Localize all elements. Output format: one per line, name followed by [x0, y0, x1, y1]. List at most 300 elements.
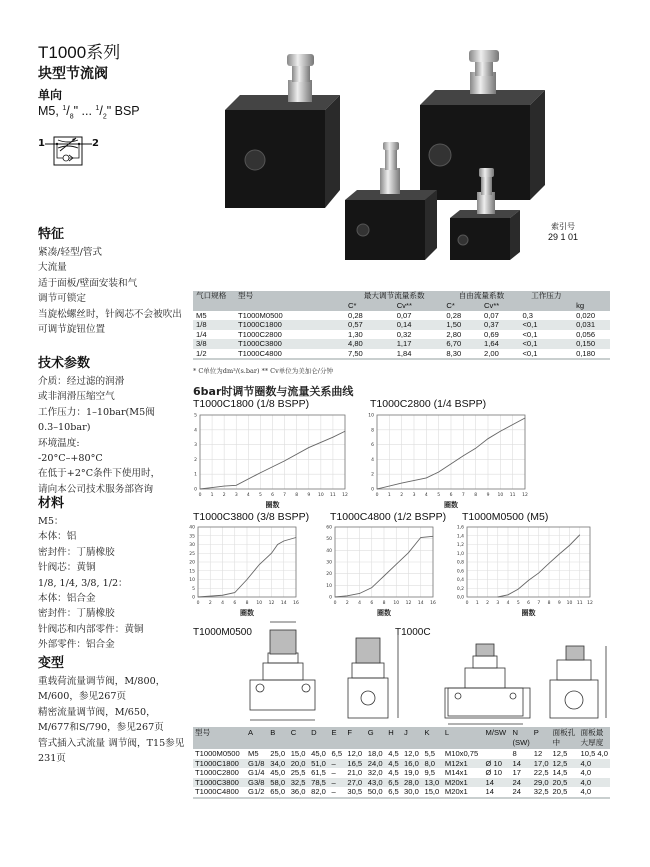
- dim-cell: [484, 749, 511, 759]
- dim-cell: G3/8: [248, 777, 265, 787]
- x-tick-label: 0: [333, 601, 337, 606]
- dim-cell: 18,0: [367, 749, 383, 758]
- variant-item: 重载荷流量调节阀，M/800，: [38, 676, 166, 687]
- line-chart: [453, 523, 596, 619]
- dim-cell: 30,5: [347, 787, 363, 797]
- dim-cell: 8: [512, 749, 517, 758]
- x-tick-label: 9: [557, 601, 561, 606]
- data-point: [234, 592, 235, 593]
- material-item: 本体：铝: [38, 531, 77, 543]
- drawing-c-side: [550, 646, 606, 718]
- dim-cell: T1000C4800: [195, 787, 239, 797]
- dim-cell: 12,0: [347, 749, 363, 758]
- dim-header: N (SW): [512, 728, 530, 747]
- x-tick-label: 2: [486, 601, 489, 606]
- dim-cell: 4,0: [580, 768, 592, 778]
- x-tick-label: 11: [330, 493, 336, 498]
- data-point: [463, 455, 464, 456]
- x-tick-label: 10: [256, 601, 263, 606]
- spec-cell: 2,80: [446, 329, 462, 339]
- feature-item: 可调节旋钮位置: [38, 324, 106, 336]
- y-tick-label: 0,6: [456, 569, 464, 575]
- dim-row: [193, 787, 610, 798]
- chart-title: T1000C2800 (1/4 BSPP): [370, 398, 487, 410]
- data-point: [347, 596, 348, 597]
- x-tick-label: 16: [430, 601, 436, 606]
- x-tick-label: 6: [370, 601, 374, 606]
- x-tick-label: 6: [233, 601, 237, 606]
- x-tick-label: 0: [198, 493, 202, 498]
- data-point: [396, 564, 397, 565]
- product-name: 块型节流阀: [38, 66, 108, 82]
- spec-cell: 1/4: [196, 329, 207, 339]
- spec-cell: <0,1: [522, 329, 538, 339]
- feature-item: 适于面板/壁面安装和气: [38, 277, 138, 289]
- spec-note: * C单位为dm³/(s.bar) ** Cv单位为美加仑/分钟: [193, 367, 333, 375]
- dim-cell: 16,5: [347, 758, 363, 768]
- dim-header: C: [290, 728, 297, 737]
- x-tick-label: 7: [461, 493, 465, 498]
- dim-cell: 65,0: [270, 787, 286, 797]
- data-point: [210, 596, 211, 597]
- y-tick-label: 30: [326, 560, 332, 566]
- y-tick-label: 6: [371, 443, 374, 449]
- dim-header: E: [331, 728, 337, 737]
- data-point: [384, 576, 385, 577]
- x-tick-label: 14: [417, 601, 424, 606]
- dim-cell: 27,0: [347, 777, 363, 787]
- x-tick-label: 5: [516, 601, 520, 606]
- line-chart: [184, 523, 302, 619]
- feature-item: 调节可锁定: [38, 293, 86, 305]
- dim-cell: M14x1: [444, 768, 468, 778]
- dim-header: 型号: [195, 728, 211, 737]
- x-tick-label: 10: [317, 493, 324, 498]
- dim-cell: 14: [512, 758, 521, 768]
- data-point: [333, 437, 334, 438]
- y-tick-label: 25: [189, 551, 195, 557]
- y-tick-label: 0: [194, 487, 197, 493]
- dim-cell: 32,5: [533, 787, 549, 797]
- y-tick-label: 0: [371, 487, 374, 493]
- chart-title: T1000C1800 (1/8 BSPP): [193, 398, 310, 410]
- spec-cell: 6,70: [446, 339, 462, 349]
- x-tick-label: 5: [258, 493, 262, 498]
- spec-cell: 4,80: [348, 339, 363, 349]
- data-point: [579, 535, 580, 536]
- y-tick-label: 1,4: [456, 534, 464, 540]
- y-tick-label: 0,2: [456, 586, 464, 592]
- data-point: [497, 597, 498, 598]
- x-tick-label: 2: [208, 601, 212, 606]
- chart-title: T1000M0500 (M5): [462, 511, 549, 523]
- dim-header: M/SW: [485, 728, 507, 737]
- dim-cell: 25,5: [290, 768, 306, 778]
- dim-header: 面板孔中: [552, 728, 576, 747]
- features-section: [38, 226, 188, 337]
- dim-cell: 8,0: [424, 758, 436, 768]
- dim-cell: 12,5: [552, 758, 568, 768]
- spec-cell: T1000C1800: [238, 320, 282, 330]
- dim-cell: 17: [512, 768, 521, 778]
- spec-cell: 1,84: [396, 348, 412, 358]
- y-tick-label: 35: [189, 534, 195, 540]
- y-tick-label: 20: [326, 572, 332, 578]
- feature-item: 大流量: [38, 262, 67, 274]
- x-tick-label: 10: [497, 493, 504, 498]
- data-point: [528, 580, 529, 581]
- dim-cell: 20,5: [552, 777, 568, 787]
- dimension-table: [193, 727, 610, 799]
- y-tick-label: 3: [194, 443, 197, 449]
- dim-cell: T1000C2800: [195, 768, 239, 778]
- dim-cell: 61,5: [311, 768, 326, 778]
- dim-cell: 14: [485, 777, 494, 787]
- variant-item: 管式插入式流量 调节阀，T15参见231页: [38, 737, 185, 765]
- data-point: [426, 478, 427, 479]
- tech-item: 0.3–10bar): [38, 422, 91, 434]
- product-photo: [215, 50, 555, 265]
- x-tick-label: 12: [342, 493, 348, 498]
- data-point: [200, 489, 201, 490]
- y-tick-label: 1: [194, 472, 197, 478]
- y-tick-label: 1,2: [456, 543, 464, 548]
- dim-cell: 19,0: [404, 768, 419, 778]
- data-point: [296, 537, 297, 538]
- data-point: [401, 483, 402, 484]
- dim-row: [193, 768, 610, 778]
- tech-section: [38, 355, 188, 497]
- y-tick-label: 40: [189, 525, 195, 531]
- dim-cell: 78,5: [311, 777, 326, 787]
- dim-cell: 17,0: [533, 758, 549, 768]
- dim-cell: 29,0: [533, 777, 549, 787]
- dim-header: D: [311, 728, 317, 737]
- spec-row: [193, 349, 610, 359]
- spec-row: [193, 330, 610, 339]
- dim-cell: M20x1: [444, 777, 468, 787]
- dim-cell: T1000C1800: [195, 758, 239, 768]
- dim-cell: 6,5: [331, 749, 343, 758]
- x-tick-label: 2: [345, 601, 349, 606]
- dim-cell: 82,0: [311, 787, 326, 797]
- spec-row: [193, 320, 610, 329]
- material-item: 针阀芯：黄铜: [38, 562, 96, 574]
- y-tick-label: 10: [326, 583, 332, 589]
- x-tick-label: 10: [566, 601, 573, 606]
- x-tick-label: 16: [293, 601, 299, 606]
- spec-cell: <0,1: [522, 320, 538, 330]
- spec-cell: 0,020: [576, 311, 596, 320]
- tech-item: -20°C–+80°C: [38, 453, 103, 465]
- x-tick-label: 11: [509, 493, 516, 498]
- dim-cell: 4,0: [580, 758, 592, 768]
- feature-item: 紧凑/轻型/管式: [38, 247, 103, 258]
- dim-header: A: [248, 728, 254, 737]
- data-point: [538, 573, 539, 574]
- dim-cell: 12,5: [552, 749, 568, 758]
- spec-cell: 1/8: [196, 320, 207, 330]
- y-tick-label: 4: [371, 457, 374, 463]
- dim-cell: 6,5: [388, 777, 399, 787]
- dim-cell: –: [331, 777, 336, 787]
- data-point: [433, 536, 434, 537]
- dim-cell: 16,0: [404, 758, 419, 768]
- y-tick-label: 4: [194, 428, 197, 434]
- spec-cell: <0,1: [522, 339, 538, 349]
- line-chart: [321, 523, 439, 619]
- dim-cell: T1000C3800: [195, 777, 239, 787]
- spec-cell: 0,3: [522, 311, 534, 320]
- data-point: [236, 485, 237, 486]
- data-point: [488, 438, 489, 439]
- y-tick-label: 1,0: [456, 551, 464, 557]
- spec-cell: T1000C2800: [238, 329, 282, 339]
- data-point: [247, 579, 248, 580]
- spec-cell: 8,30: [446, 348, 462, 358]
- spec-cell: T1000M0500: [238, 311, 283, 320]
- x-tick-label: 0: [196, 601, 200, 606]
- dim-header: G: [367, 728, 374, 737]
- dim-header: 面板最大厚度: [580, 728, 604, 747]
- x-tick-label: 8: [547, 601, 551, 606]
- spec-cell: 0,150: [576, 339, 596, 349]
- dim-cell: Ø 10: [485, 768, 502, 778]
- spec-cell: M5: [196, 311, 207, 320]
- dim-cell: 12,0: [404, 749, 419, 758]
- tech-item: 工作压力：1–10bar(M5阀: [38, 406, 155, 418]
- variant-item: M/600，参见267页: [38, 691, 127, 703]
- drawing-m0500-side: [348, 628, 398, 718]
- dim-cell: 51,0: [311, 758, 326, 768]
- spec-cell: 2,00: [484, 348, 499, 358]
- direction: 单向: [38, 88, 63, 102]
- x-tick-label: 4: [424, 493, 428, 498]
- y-tick-label: 2: [194, 457, 197, 463]
- y-tick-label: 0,0: [456, 595, 464, 601]
- x-tick-label: 9: [486, 493, 490, 498]
- tech-item: 或非润滑压缩空气: [38, 391, 115, 403]
- data-point: [359, 593, 360, 594]
- material-item: M5：: [38, 516, 64, 527]
- dim-cell: 5,5: [424, 749, 436, 758]
- x-tick-label: 3: [496, 601, 500, 606]
- dim-cell: M5: [248, 749, 259, 758]
- spec-cell: 0,180: [576, 348, 596, 358]
- tech-item: 请向本公司技术服务部咨询: [38, 483, 154, 495]
- dim-header: F: [347, 728, 353, 737]
- variant-item: 精密流量调节阀，M/650，: [38, 706, 156, 718]
- x-tick-label: 9: [307, 493, 311, 498]
- dim-cell: 30,0: [404, 787, 419, 797]
- y-tick-label: 0,8: [456, 560, 464, 566]
- dim-cell: 15,0: [424, 787, 440, 797]
- data-point: [508, 595, 509, 596]
- x-tick-label: 7: [537, 601, 541, 606]
- x-tick-label: 1: [387, 493, 391, 498]
- x-axis-label: 圈数: [240, 609, 254, 617]
- dim-cell: 32,0: [367, 768, 383, 778]
- chart-title: T1000C4800 (1/2 BSPP): [330, 511, 447, 523]
- y-tick-label: 10: [189, 578, 195, 583]
- x-tick-label: 3: [234, 493, 238, 498]
- dimension-drawings: [230, 618, 610, 725]
- dim-cell: 22,5: [533, 768, 549, 778]
- y-tick-label: 2: [371, 472, 374, 478]
- material-item: 外部零件：铝合金: [38, 639, 115, 651]
- x-tick-label: 10: [393, 601, 400, 606]
- spec-row: [193, 311, 610, 320]
- x-tick-label: 7: [283, 493, 287, 498]
- x-tick-label: 4: [246, 493, 250, 498]
- spec-cell: 0,28: [348, 311, 363, 320]
- dim-cell: 4,0: [580, 787, 592, 797]
- index-number: 索引号 29 1 01: [548, 222, 579, 242]
- features-heading: 特征: [38, 227, 65, 242]
- tech-item: 在低于+2°C条件下使用时，: [38, 468, 161, 480]
- material-item: 密封件：丁腈橡胶: [38, 546, 115, 558]
- dim-cell: G1/4: [248, 768, 265, 778]
- x-axis-label: 圈数: [265, 501, 280, 509]
- x-tick-label: 3: [412, 493, 416, 498]
- x-tick-label: 12: [587, 601, 593, 606]
- dim-cell: 12: [533, 749, 543, 758]
- spec-cell: 1,17: [396, 339, 412, 349]
- dim-cell: 14: [485, 787, 494, 797]
- spec-cell: 0,37: [484, 320, 499, 330]
- dim-cell: 50,0: [367, 787, 383, 797]
- data-point: [371, 587, 372, 588]
- x-tick-label: 4: [221, 601, 224, 606]
- dim-cell: 4,0: [580, 777, 592, 787]
- x-tick-label: 12: [268, 601, 275, 606]
- spec-cell: 0,07: [396, 311, 412, 320]
- drawing-c-front-main: [448, 644, 523, 724]
- x-tick-label: 6: [527, 601, 530, 606]
- dim-cell: G1/8: [248, 758, 265, 768]
- dim-cell: 32,5: [290, 777, 306, 787]
- dim-cell: 9,5: [424, 768, 436, 778]
- x-tick-label: 4: [506, 601, 510, 606]
- data-point: [377, 489, 378, 490]
- dim-cell: –: [331, 768, 336, 778]
- dim-cell: 24,0: [367, 758, 383, 768]
- y-tick-label: 0,4: [456, 578, 464, 583]
- dim-header: L: [444, 728, 450, 737]
- line-chart: [363, 411, 531, 511]
- data-point: [559, 554, 560, 555]
- x-tick-label: 8: [474, 493, 478, 498]
- spec-cell: 0,07: [484, 311, 499, 320]
- drawing-m0500-front: [250, 622, 315, 720]
- spec-cell: 1,50: [446, 320, 462, 330]
- y-tick-label: 10: [368, 413, 374, 419]
- spec-cell: 3/8: [196, 339, 207, 349]
- dim-header: K: [424, 728, 430, 737]
- y-tick-label: 0: [329, 595, 332, 601]
- line-chart: [186, 411, 351, 511]
- dim-row: [193, 759, 610, 769]
- x-tick-label: 12: [405, 601, 412, 606]
- x-tick-label: 0: [465, 601, 469, 606]
- dim-cell: 34,0: [270, 758, 286, 768]
- tech-heading: 技术参数: [38, 356, 91, 371]
- data-point: [222, 595, 223, 596]
- x-tick-label: 8: [295, 493, 299, 498]
- dim-cell: M12x1: [444, 758, 468, 768]
- spec-table: 气口规格 型号 最大调节流量系数 自由流量系数 工作压力 C* Cv** C* Cv** kg M5 T1000M0500 0,28 0,07 0,28 0,07 0,3 0,020 1/8 T1000C1800 0,57 0,14 1,50 0,37 <0,1 0,031 1/4 T1000C2800 1,30 0,32 2,80 0,69 <0,1 0,056 3/8 T1000C3800 4,80 1,17 6,70 1,64 <0,1 0,150 1/2 T1000C4800 7,50 1,84 8,30 2,00 <0,1 0,180: [193, 291, 610, 360]
- x-tick-label: 11: [576, 601, 583, 606]
- x-tick-label: 6: [449, 493, 453, 498]
- data-point: [224, 486, 225, 487]
- y-tick-label: 50: [326, 537, 332, 543]
- data-point: [308, 447, 309, 448]
- y-tick-label: 1,6: [456, 525, 464, 531]
- data-point: [271, 553, 272, 554]
- x-tick-label: 8: [382, 601, 386, 606]
- dim-cell: 15,0: [290, 749, 306, 758]
- data-point: [438, 472, 439, 473]
- dim-row: [193, 778, 610, 788]
- x-tick-label: 1: [475, 601, 479, 606]
- dim-cell: 20,0: [290, 758, 306, 768]
- y-tick-label: 20: [189, 560, 195, 566]
- data-point: [198, 597, 199, 598]
- feature-item: 当旋松螺丝时，针阀芯不会被吹出: [38, 308, 182, 320]
- port-sizes: M5, $^1/_8$" ... $^1/_2$" BSP: [38, 104, 140, 121]
- drawing-label-c: T1000C: [395, 627, 431, 638]
- dim-cell: –: [331, 787, 336, 797]
- material-item: 密封件：丁腈橡胶: [38, 608, 115, 620]
- dim-cell: 14,5: [552, 768, 568, 778]
- dim-header: P: [533, 728, 539, 737]
- spec-cell: 1/2: [196, 348, 207, 358]
- x-axis-label: 圈数: [444, 501, 458, 509]
- data-point: [500, 431, 501, 432]
- y-tick-label: 5: [192, 586, 195, 592]
- valve-large-left: [225, 54, 340, 208]
- spec-cell: T1000C3800: [238, 339, 282, 349]
- tech-item: 介质：经过滤的润滑: [38, 376, 125, 387]
- dim-cell: G1/2: [248, 787, 265, 797]
- data-point: [283, 541, 284, 542]
- data-point: [212, 487, 213, 488]
- dim-cell: Ø 10: [485, 758, 502, 768]
- y-tick-label: 15: [189, 569, 195, 575]
- dim-header: B: [270, 728, 276, 737]
- dim-cell: 20,5: [552, 787, 568, 797]
- charts-heading: 6bar时调节圈数与流量关系曲线: [193, 385, 354, 398]
- y-tick-label: 30: [189, 543, 195, 548]
- dim-cell: 24: [512, 777, 521, 787]
- variants-heading: 变型: [38, 656, 65, 671]
- variant-item: M/677和S/790，参见267页: [38, 722, 164, 734]
- spec-cell: 0,031: [576, 320, 596, 330]
- dim-header: J: [404, 728, 408, 737]
- x-tick-label: 12: [522, 493, 528, 498]
- material-item: 本体：铝合金: [38, 593, 96, 605]
- spec-cell: 0,056: [576, 329, 596, 339]
- dim-cell: 28,0: [404, 777, 419, 787]
- spec-row: [193, 339, 610, 348]
- valve-symbol-icon: 1 2: [38, 135, 100, 167]
- data-point: [277, 544, 278, 545]
- spec-cell: 1,64: [484, 339, 499, 349]
- dim-cell: M10x0,75: [444, 749, 479, 758]
- data-point: [525, 418, 526, 419]
- chart-title: T1000C3800 (3/8 BSPP): [193, 511, 310, 523]
- materials-heading: 材料: [38, 496, 65, 511]
